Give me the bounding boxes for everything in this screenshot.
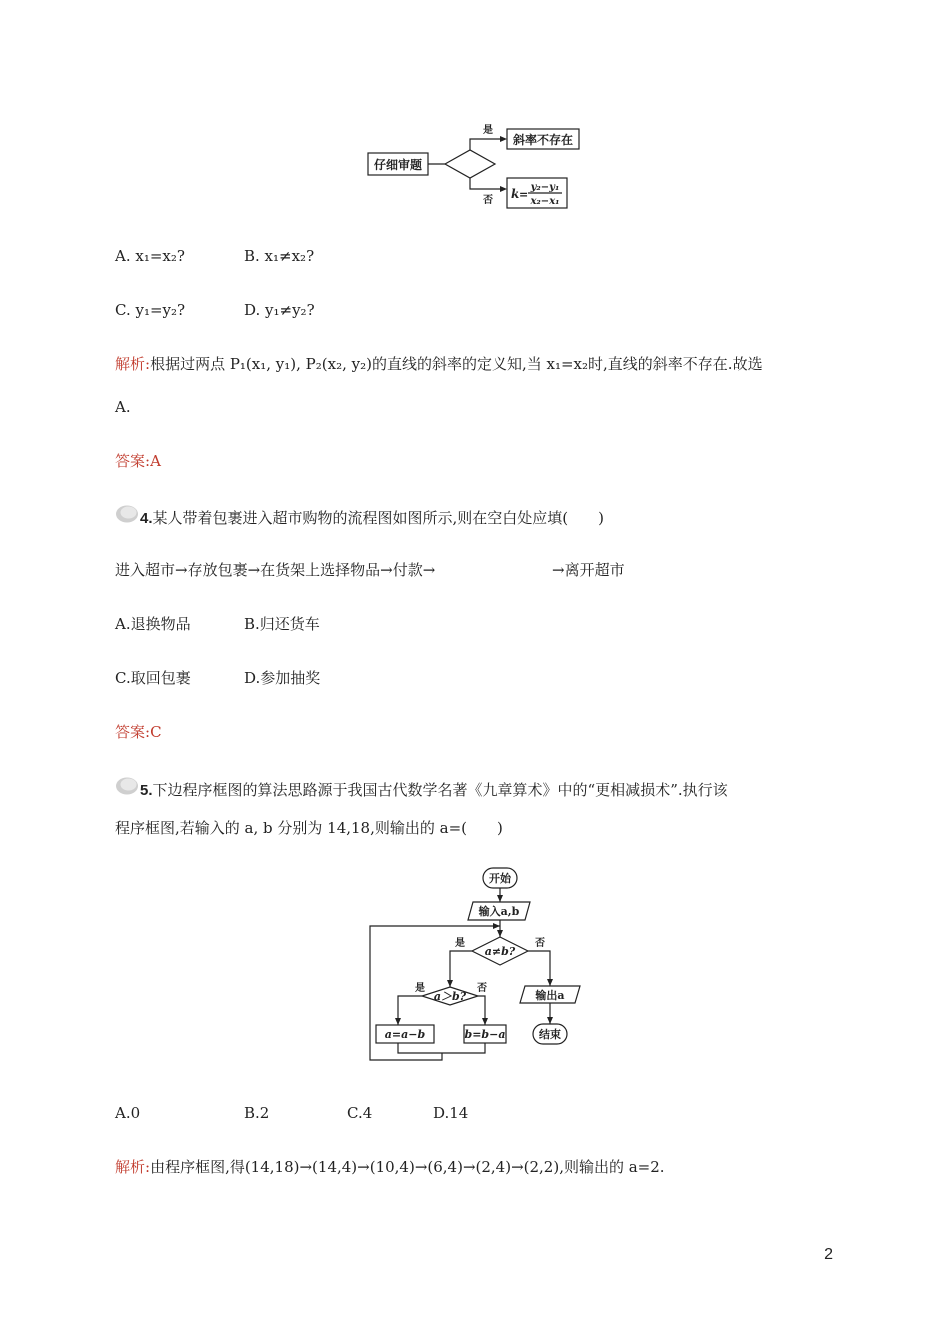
q4-flow-left: 进入超市→存放包裹→在货架上选择物品→付款→ [115, 561, 436, 579]
q3-answer [115, 450, 161, 472]
q4-stem-text: 某人带着包裹进入超市购物的流程图如图所示,则在空白处应填( ) [152, 509, 604, 527]
q3-analysis-line1 [115, 353, 763, 375]
fc1-eq-label: = [519, 188, 529, 201]
q3-option-b: B. x₁≠x₂? [244, 247, 315, 265]
q3-answer-value: A [150, 452, 161, 470]
fc2-cond1-label: a≠b? [484, 945, 516, 958]
fc2-start-label: 开始 [489, 872, 511, 885]
fc2-input-label: 输入a,b [478, 905, 520, 918]
q5-analysis [115, 1156, 665, 1178]
q3-option-a: A. x₁=x₂? [115, 247, 185, 265]
fc2-yes1-label: 是 [455, 938, 465, 949]
q5-analysis-text: 由程序框图,得(14,18)→(14,4)→(10,4)→(6,4)→(2,4)→(2,2),则输出的 a=2. [150, 1158, 665, 1176]
fc1-yes-label: 是 [483, 125, 493, 136]
q4-answer-label: 答案: [115, 723, 151, 741]
q3-analysis-label: 解析: [115, 355, 151, 373]
fc1-start-label: 仔细审题 [373, 158, 423, 172]
speech-bubble-icon [114, 776, 140, 796]
fc1-numerator: y₂−y₁ [530, 182, 560, 193]
q4-answer-value: C [150, 723, 162, 741]
q4-flow-right: →离开超市 [552, 561, 625, 579]
q4-stem [140, 507, 604, 530]
flowchart-slope [360, 118, 600, 218]
fc2-no2-label: 否 [477, 983, 487, 994]
fc2-yes2-label: 是 [415, 983, 425, 994]
q5-option-c: C.4 [347, 1104, 373, 1122]
fc1-yes-box-label: 斜率不存在 [512, 133, 574, 147]
fc1-denominator: x₂−x₁ [530, 196, 560, 207]
q5-stem-text1: 下边程序框图的算法思路源于我国古代数学名著《九章算术》中的“更相减损术”.执行该 [152, 781, 728, 799]
q5-stem-line2: 程序框图,若输入的 a, b 分别为 14,18,则输出的 a=( ) [115, 819, 503, 837]
flowchart-euclid [360, 862, 590, 1067]
fc2-output-label: 输出a [535, 989, 565, 1002]
speech-bubble-icon [114, 504, 140, 524]
fc2-cond2-label: a＞b? [433, 990, 467, 1003]
q5-analysis-label: 解析: [115, 1158, 151, 1176]
q3-option-c: C. y₁=y₂? [115, 301, 186, 319]
fc2-end-label: 结束 [539, 1028, 561, 1041]
q5-option-d: D.14 [433, 1104, 469, 1122]
fc2-assign-a-label: a=a−b [384, 1028, 426, 1041]
q5-stem-line1 [140, 779, 728, 802]
q5-option-b: B.2 [244, 1104, 270, 1122]
fc1-decision-diamond [445, 150, 495, 178]
q4-option-c: C.取回包裹 [115, 669, 191, 687]
fc1-k-label: k [511, 187, 520, 201]
q3-answer-label: 答案: [115, 452, 151, 470]
q4-option-b: B.归还货车 [244, 615, 320, 633]
q3-analysis-text: 根据过两点 P₁(x₁, y₁), P₂(x₂, y₂)的直线的斜率的定义知,当 x₁=x₂时,直线的斜率不存在.故选 [150, 355, 763, 373]
q4-option-d: D.参加抽奖 [244, 669, 321, 687]
q5-number: 5. [140, 782, 153, 799]
q4-number: 4. [140, 510, 153, 527]
q3-analysis-line2: A. [115, 398, 131, 416]
q4-answer [115, 721, 162, 743]
q5-option-a: A.0 [115, 1104, 141, 1122]
q3-option-d: D. y₁≠y₂? [244, 301, 315, 319]
fc1-no-label: 否 [483, 195, 493, 206]
page-number: 2 [824, 1246, 833, 1263]
fc2-assign-b-label: b=b−a [464, 1028, 506, 1041]
q4-option-a: A.退换物品 [115, 615, 191, 633]
fc2-no1-label: 否 [535, 938, 545, 949]
